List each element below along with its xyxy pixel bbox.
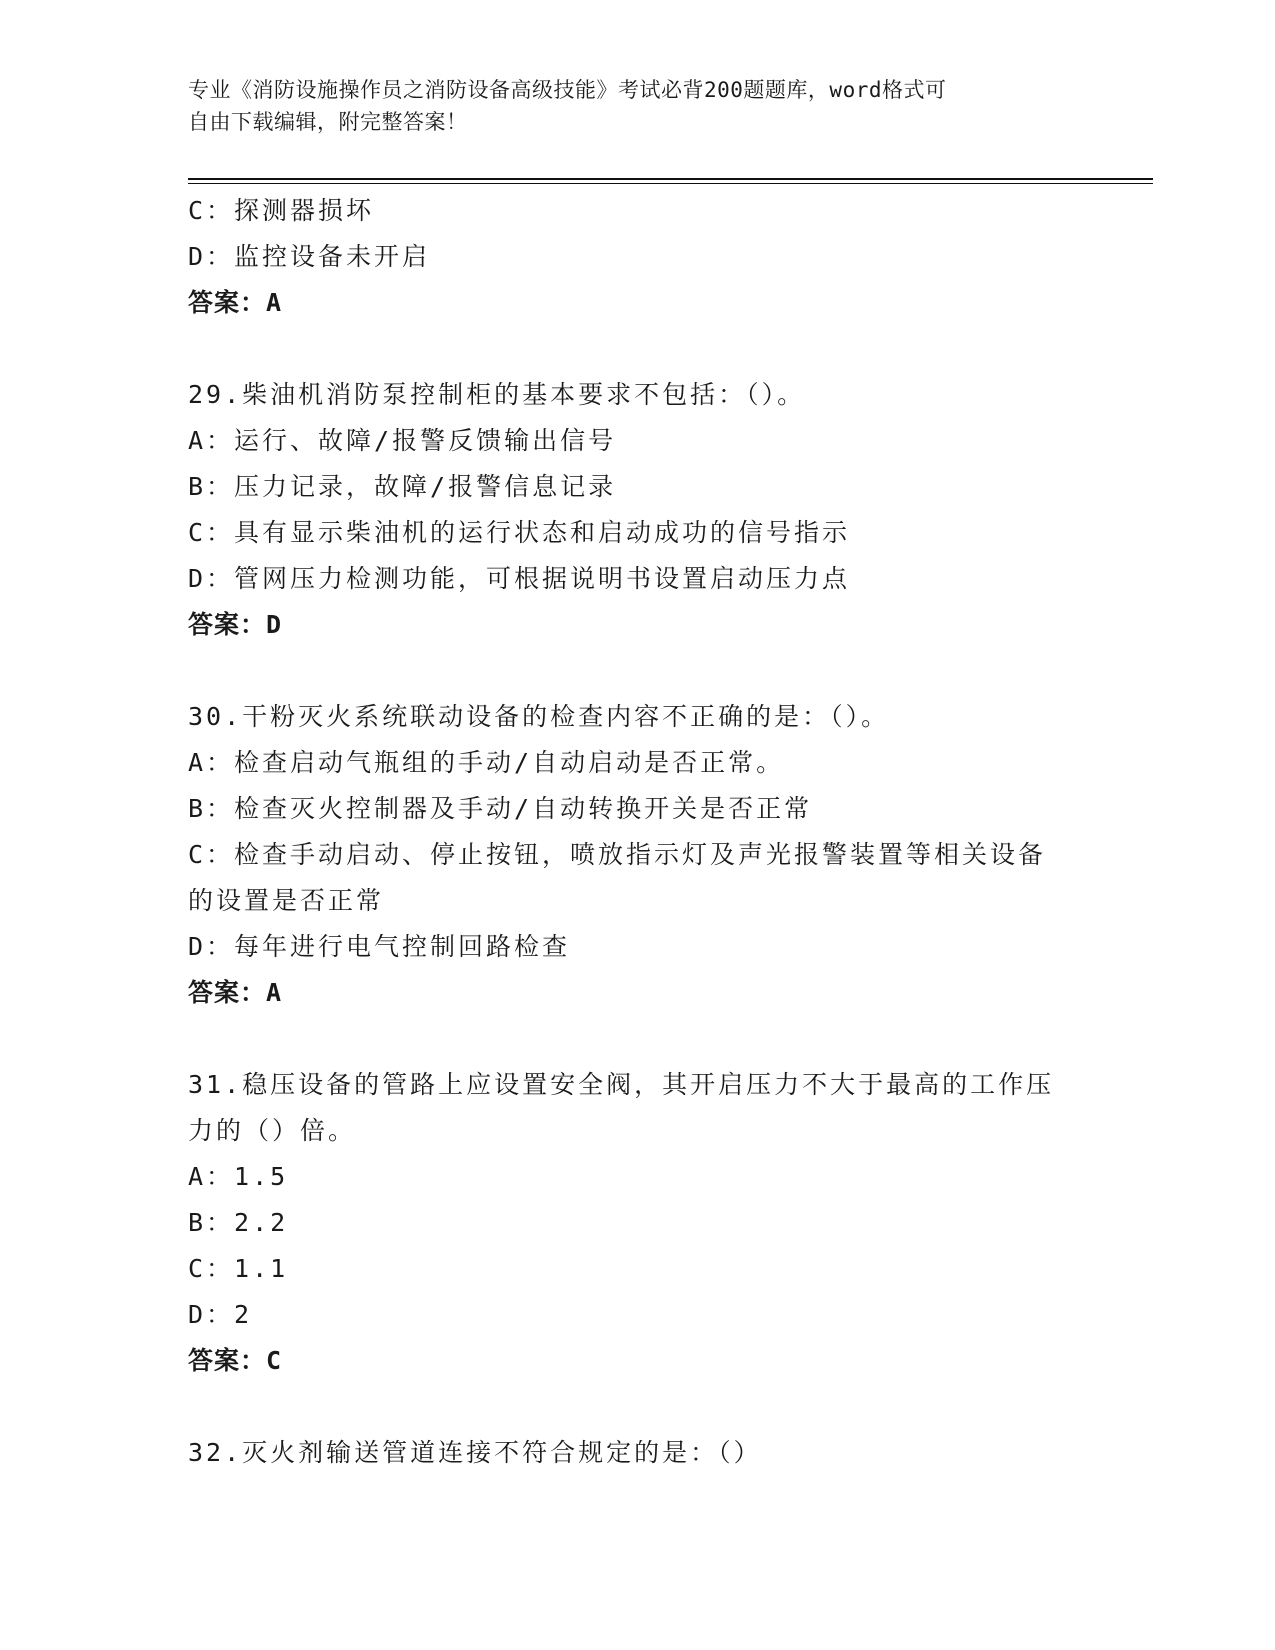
question-stem-line-1: 31.稳压设备的管路上应设置安全阀，其开启压力不大于最高的工作压 [188,1070,1055,1099]
answer-line: 答案：A [188,288,283,317]
spacer [188,648,1068,694]
option-b: B：压力记录，故障/报警信息记录 [188,472,617,501]
option-d: D：监控设备未开启 [188,242,431,271]
question-stem-line-2: 力的（）倍。 [188,1116,357,1145]
header-rule-thin [188,183,1153,184]
option-c: C：具有显示柴油机的运行状态和启动成功的信号指示 [188,518,851,547]
question-stem: 32.灭火剂输送管道连接不符合规定的是：（） [188,1438,762,1467]
document-header [188,74,1088,138]
spacer [188,1384,1068,1430]
header-rule-thick [188,178,1153,180]
question-28-continued [188,188,1068,326]
question-31 [188,1062,1068,1384]
question-30 [188,694,1068,1016]
question-list [188,188,1068,1476]
option-a: A：运行、故障/报警反馈输出信号 [188,426,617,455]
answer-line: 答案：A [188,978,283,1007]
header-title-line-1: 专业《消防设施操作员之消防设备高级技能》考试必背200题题库，word格式可 [188,78,947,102]
spacer [188,326,1068,372]
question-32 [188,1430,1068,1476]
question-29 [188,372,1068,648]
question-stem: 30.干粉灭火系统联动设备的检查内容不正确的是：（）。 [188,702,890,731]
question-stem: 29.柴油机消防泵控制柜的基本要求不包括：（）。 [188,380,806,409]
option-c-line-2: 的设置是否正常 [188,886,385,915]
answer-line: 答案：D [188,610,283,639]
option-d: D：管网压力检测功能，可根据说明书设置启动压力点 [188,564,851,593]
header-title-line-2: 自由下载编辑，附完整答案！ [188,110,468,134]
answer-line: 答案：C [188,1346,283,1375]
option-b: B：2.2 [188,1208,289,1237]
spacer [188,1016,1068,1062]
option-a: A：检查启动气瓶组的手动/自动启动是否正常。 [188,748,785,777]
option-d: D：每年进行电气控制回路检查 [188,932,571,961]
option-b: B：检查灭火控制器及手动/自动转换开关是否正常 [188,794,813,823]
option-c: C：探测器损坏 [188,196,375,225]
option-d: D：2 [188,1300,253,1329]
option-c-line-1: C：检查手动启动、停止按钮，喷放指示灯及声光报警装置等相关设备 [188,840,1047,869]
option-a: A：1.5 [188,1162,289,1191]
option-c: C：1.1 [188,1254,289,1283]
